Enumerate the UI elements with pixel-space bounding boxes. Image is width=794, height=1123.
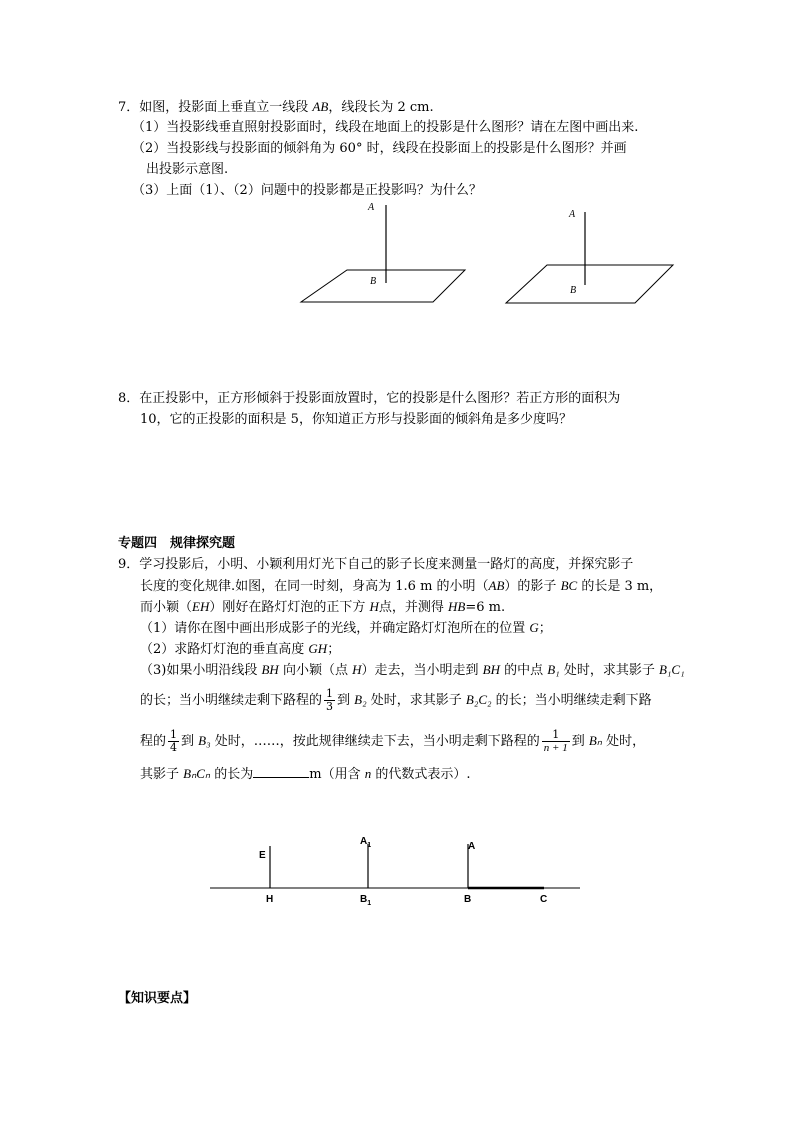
q7-stem: [118, 98, 434, 117]
q9-l6e: ）走去，当小明走到: [361, 663, 483, 678]
q9-l4b: G: [529, 620, 539, 635]
q9-l8c: B₃: [198, 733, 211, 748]
q9-l9b: BₙCₙ: [183, 766, 211, 781]
label-b1: $B_1$: [360, 894, 372, 907]
q9-l8e: 到: [571, 734, 589, 749]
q9-l5c: ；: [327, 642, 341, 657]
q9-l3b: EH: [192, 599, 210, 614]
q7-seg: AB: [312, 99, 329, 114]
q8-line1: 8．在正投影中，正方形倾斜于投影面放置时，它的投影是什么图形？若正方形的面积为: [118, 391, 621, 406]
q9-part3-line2: [140, 686, 652, 715]
q9-l7e: B₂C₂: [465, 692, 492, 707]
q9-l7a: 的长；当小明继续走剩下路程的: [140, 693, 323, 708]
q9-line1: 9．学习投影后，小明、小颖利用灯光下自己的影子长度来测量一路灯的高度，并探究影子: [118, 557, 634, 572]
q9-l8d: 处时，……，按此规律继续走下去，当小明走剩下路程的: [210, 734, 540, 749]
label-b-left: B: [370, 276, 377, 287]
q9-l9f: 的代数式表示）.: [371, 767, 471, 782]
q9-l2d: BC: [560, 578, 578, 593]
fraction-one-third: [324, 688, 335, 713]
q7-stem-a: 如图，投影面上垂直立一线段: [139, 100, 313, 115]
label-e: E: [259, 850, 266, 861]
q9-l6d: H: [352, 662, 362, 677]
q9-part3-line4: [140, 765, 471, 784]
q9-line3: [140, 598, 505, 617]
answer-blank[interactable]: [253, 765, 309, 778]
q9-l6i: 处时，求其影子: [559, 663, 659, 678]
knowledge-points-title: 【知识要点】: [118, 991, 197, 1006]
q7-part1: （1）当投影线垂直照射投影面时，线段在地面上的投影是什么图形？请在左图中画出来.: [132, 120, 639, 135]
q7-stem-b: ，线段长为 2 cm.: [328, 100, 434, 115]
frac-den: 3: [326, 700, 334, 713]
q9-l6a: （3)如果小明沿线段: [140, 663, 262, 678]
frac-num: 1: [542, 729, 570, 742]
q7-figure-left: [300, 200, 470, 305]
q9-l6g: 的中点: [499, 663, 548, 678]
q7-part2b: 出投影示意图.: [146, 162, 229, 177]
q9-l7b: 到: [337, 693, 355, 708]
q9-l3f: HB: [448, 599, 466, 614]
projection-plane-left: [301, 270, 465, 302]
q9-l8f: Bₙ: [588, 733, 602, 748]
q9-l6b: BH: [261, 662, 279, 677]
q9-l2c: ）的影子: [504, 579, 561, 594]
q9-l6c: 向小颖（点: [278, 663, 353, 678]
frac-num: 1: [326, 687, 334, 700]
q9-l4a: （1）请你在图中画出形成影子的光线，并确定路灯灯泡所在的位置: [140, 621, 530, 636]
q9-l9d: m（用含: [309, 767, 365, 782]
projection-plane-right: [506, 265, 673, 303]
q7-part2a: （2）当投影线与投影面的倾斜角为 60° 时，线段在投影面上的投影是什么图形？并画: [132, 141, 627, 156]
frac-num: 1: [170, 728, 178, 741]
q7-part3: （3）上面（1）、（2）问题中的投影都是正投影吗？为什么？: [132, 183, 482, 198]
frac-den: 4: [170, 741, 178, 754]
label-a-left: A: [368, 202, 375, 213]
q9-l6f: BH: [482, 662, 500, 677]
q9-l2e: 的长是 3 m，: [577, 579, 663, 594]
q9-l3e: 点，并测得: [378, 600, 449, 615]
q9-l8b: 到: [181, 734, 199, 749]
q9-part1: [140, 619, 552, 638]
q9-figure: [208, 830, 583, 905]
q9-l2b: AB: [488, 578, 505, 593]
q7-number: 7．: [118, 100, 140, 115]
label-a1: $A_1$: [360, 836, 372, 849]
q9-l7f: 的长；当小明继续走剩下路: [491, 693, 652, 708]
q9-l8a: 程的: [140, 734, 167, 749]
fraction-one-over-n-plus-1: [542, 729, 570, 754]
q9-l7d: 处时，求其影子: [366, 693, 466, 708]
q9-l9c: 的长为: [210, 767, 254, 782]
q9-l3g: =6 m.: [465, 600, 506, 615]
q9-l9a: 其影子: [140, 767, 184, 782]
label-h: H: [266, 894, 274, 905]
q7-figure-right: [505, 205, 677, 305]
label-b: B: [464, 894, 472, 905]
q9-l3a: 而小颖（: [140, 600, 193, 615]
q9-part2: [140, 640, 340, 659]
section-title: 专题四 规律探究题: [118, 536, 236, 551]
q9-part3: [140, 661, 685, 680]
label-a-right: A: [569, 209, 576, 220]
fraction-one-fourth: [168, 729, 179, 754]
q9-l7c: B₂: [354, 692, 367, 707]
q8-line2: 10，它的正投影的面积是 5，你知道正方形与投影面的倾斜角是多少度吗？: [140, 412, 572, 427]
label-c: C: [540, 894, 548, 905]
q9-l2a: 长度的变化规律.如图，在同一时刻，身高为 1.6 m 的小明（: [140, 579, 489, 594]
q9-l5a: （2）求路灯灯泡的垂直高度: [140, 642, 309, 657]
q9-l4c: ；: [538, 621, 552, 636]
q9-l8g: 处时，: [601, 734, 646, 749]
q9-l6h: B₁: [547, 662, 560, 677]
q9-l5b: GH: [308, 641, 328, 656]
q9-l9e: n: [364, 766, 372, 781]
q9-l3d: H: [369, 599, 379, 614]
label-a: A: [468, 841, 476, 852]
q9-l3c: ）刚好在路灯灯泡的正下方: [209, 600, 370, 615]
q9-l6j: B₁C₁: [658, 662, 685, 677]
frac-den: n + 1: [543, 742, 568, 754]
q9-part3-line3: [140, 726, 645, 757]
label-b-right: B: [570, 285, 577, 296]
q9-line2: [140, 577, 662, 596]
